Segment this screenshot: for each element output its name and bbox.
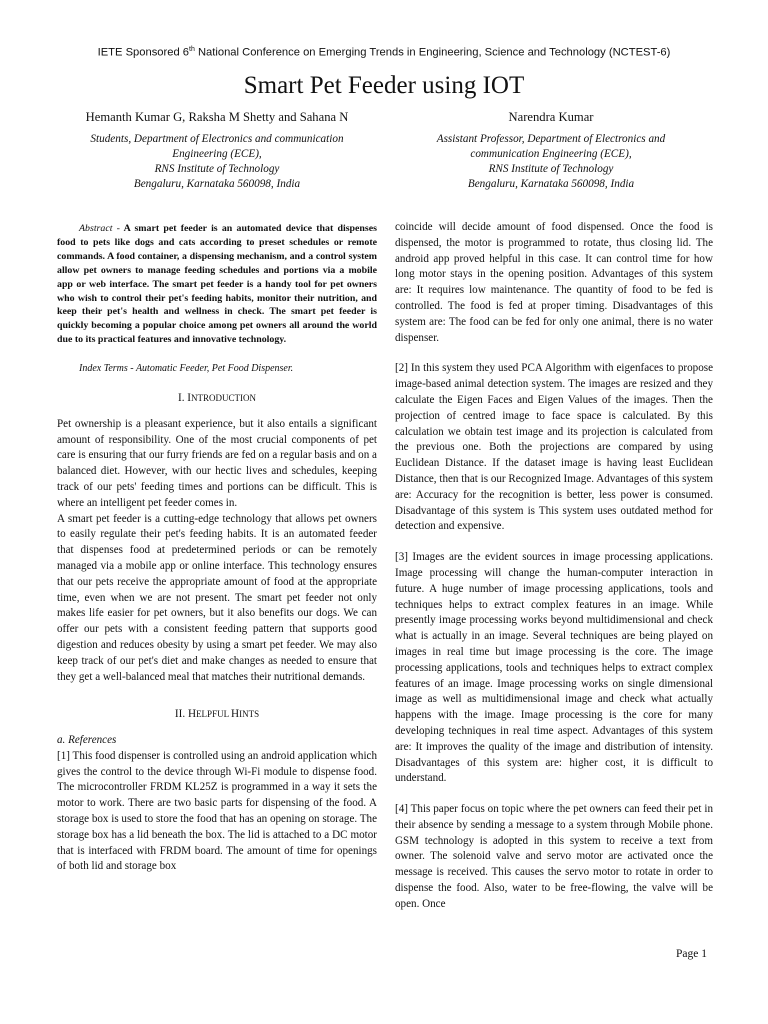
conference-header-sup: th — [189, 46, 195, 53]
affiliation-line: RNS Institute of Technology — [154, 163, 280, 175]
paper-title: Smart Pet Feeder using IOT — [243, 72, 525, 99]
author-names-left: Hemanth Kumar G, Raksha M Shetty and Sahana N — [85, 110, 349, 124]
page-number: Page 1 — [676, 948, 707, 960]
affiliation-line: Bengaluru, Karnataka 560098, India — [133, 178, 301, 190]
affiliation-line: RNS Institute of Technology — [488, 163, 614, 175]
intro-paragraph-2: A smart pet feeder is a cutting-edge technology that allows pet owners to easily regulate their pet's feeding habits. It is an automated feeder that dispenses food at predetermined periods or can be remotely managed via a mobile app or online interface. This technology ensures that our pets receive the appropriate amount of food at the appropriate time, even when we are not present. The smart pet feeder not only makes life easier for pet owners, but it also benefits our dogs. We can offer our pets with a consistent feeding pattern that supports good digestion and reduces obesity by using a smart pet feeder. We may also keep track of our pet's diet and make changes as needed to ensure that they get a well-balanced meal that matches their nutritional demands. — [57, 512, 377, 683]
index-terms: Index Terms - Automatic Feeder, Pet Food Dispenser. — [79, 363, 294, 375]
conference-header — [0, 46, 768, 59]
section-heading-helpful-hints — [57, 707, 377, 723]
right-column — [395, 220, 713, 913]
reference-4-paragraph: [4] This paper focus on topic where the pet owners can feed their pet in their absence by sending a message to a system through Mobile phone. GSM technology is adopted in this system to receive a text from owner. The solenoid valve and servo motor are activated once the message is received. This causes the servo motor to rotate in order to dispense the food. Also, water to be free-flowing, the valve will be open. Once — [395, 803, 713, 910]
reference-1-paragraph: [1] This food dispenser is controlled using an android application which gives the control to the device through Wi-Fi module to dispense food. The microcontroller FRDM KL25Z is programmed in a way it sets the motor to work. There are two basic parts for dispensing of the food. A storage box is used to store the food that has an opening on storage. The storage box has a lid beneath the box. The lid is attached to a DC motor that is interfaced with FRDM board. The amount of time for openings of both lid and storage box — [57, 749, 377, 873]
reference-2-paragraph: [2] In this system they used PCA Algorithm with eigenfaces to propose image-based animal detection system. The images are resized and they calculate the Eigen Faces and Eigen Values of the images. Then the projection of centred image to face space is calculated. By this calculation we obtain test image and its projection is calculated from the previous one. Both the projections are compared by using Euclidean Distance. If the dataset image is having least Euclidean Distance, then that is our Recognized Image. Advantages of this system are: Accuracy for the recognition is better, less power is consumed. Disadvantage of this system is This system uses outdated method for detection and expensive. — [395, 362, 713, 533]
section-rest: NTRODUCTION — [191, 392, 257, 403]
intro-paragraph-1: Pet ownership is a pleasant experience, but it also entails a significant amount of responsibility. One of the most crucial components of pet care is ensuring that our furry friends are fed on a regular basis and on a balanced diet. However, with our hectic lives and schedules, keeping track of our pets' feeding times and portions can be difficult. This is where an intelligent pet feeder comes in. — [57, 417, 377, 509]
paragraph-spacer — [395, 535, 713, 550]
affiliation-line: Bengaluru, Karnataka 560098, India — [467, 178, 635, 190]
paragraph-spacer — [395, 787, 713, 802]
subheading-references: a. References — [57, 734, 117, 747]
section-initial: H — [187, 708, 197, 721]
author-block-right — [382, 110, 720, 192]
affiliation-line: Engineering (ECE), — [172, 148, 262, 160]
section-heading-introduction — [57, 391, 377, 407]
abstract-text: A smart pet feeder is an automated device that dispenses food to pets like dogs and cats according to preset schedules or remote commands. A food container, a dispensing mechanism, and a control system allow pet owners to manage feeding schedules and portions via a mobile app or web interface. The smart pet feeder is a handy tool for pet owners who wish to control their pet's feeding habits, monitor their nutrition, and keep their pet's health and wellness in check. The smart pet feeder is quickly becoming a popular choice among pet owners all around the world due to its practical features and innovative technology. — [57, 223, 377, 346]
section-rest: ELPFUL — [196, 709, 231, 720]
affiliation-left — [52, 132, 382, 192]
author-names-right: Narendra Kumar — [508, 110, 594, 124]
conference-header-post: National Conference on Emerging Trends in Engineering, Science and Technology (NCTEST-6) — [194, 46, 671, 59]
affiliation-line: Assistant Professor, Department of Electronics and — [436, 133, 666, 145]
section-initial: I — [187, 391, 192, 404]
paragraph-spacer — [395, 346, 713, 361]
reference-3-paragraph: [3] Images are the evident sources in image processing applications. Image processing will change the human-computer interaction in future. A huge number of image processing applications, tools and techniques helps to extract complex features in an image. While presently image processing works beyond multidimensional and check what is actually in an image. Several techniques are being played on images in real time but image processing is the core. The image processing applications, tools and techniques helps to extract complex features of an image. Image processing works on single dimensional image as well as multidimensional image and check what actually happens with the image. Image processing is the core for many developing techniques in real time aspect. Advantages of this system are: It improves the quality of the image and distribution of intensity. Disadvantages of this system are: higher cost, it is difficult to understand. — [395, 551, 713, 785]
affiliation-right — [382, 132, 720, 192]
affiliation-line: communication Engineering (ECE), — [470, 148, 632, 160]
section-initial: H — [230, 708, 240, 721]
abstract-lead: Abstract - — [79, 223, 120, 234]
affiliation-line: Students, Department of Electronics and communication — [90, 133, 344, 145]
section-number: II. — [174, 708, 188, 721]
section-number: I. — [177, 391, 188, 404]
left-column — [57, 222, 377, 875]
abstract — [57, 222, 377, 347]
conference-header-pre: IETE Sponsored 6 — [97, 46, 190, 59]
section-rest: INTS — [239, 709, 260, 720]
author-block-left — [52, 110, 382, 192]
reference-1-continued: coincide will decide amount of food dispensed. Once the food is dispensed, the motor is programmed to rotate, thus closing lid. The android app proved helpful in this case. It can control time for how long motor stays in the opening position. Advantages of this system are: It requires low maintenance. The quantity of food to be fed is controlled. The food is fed at proper timing. Disadvantages of this system are: The food can be fed for only one animal, there is no water dispenser. — [395, 221, 713, 344]
